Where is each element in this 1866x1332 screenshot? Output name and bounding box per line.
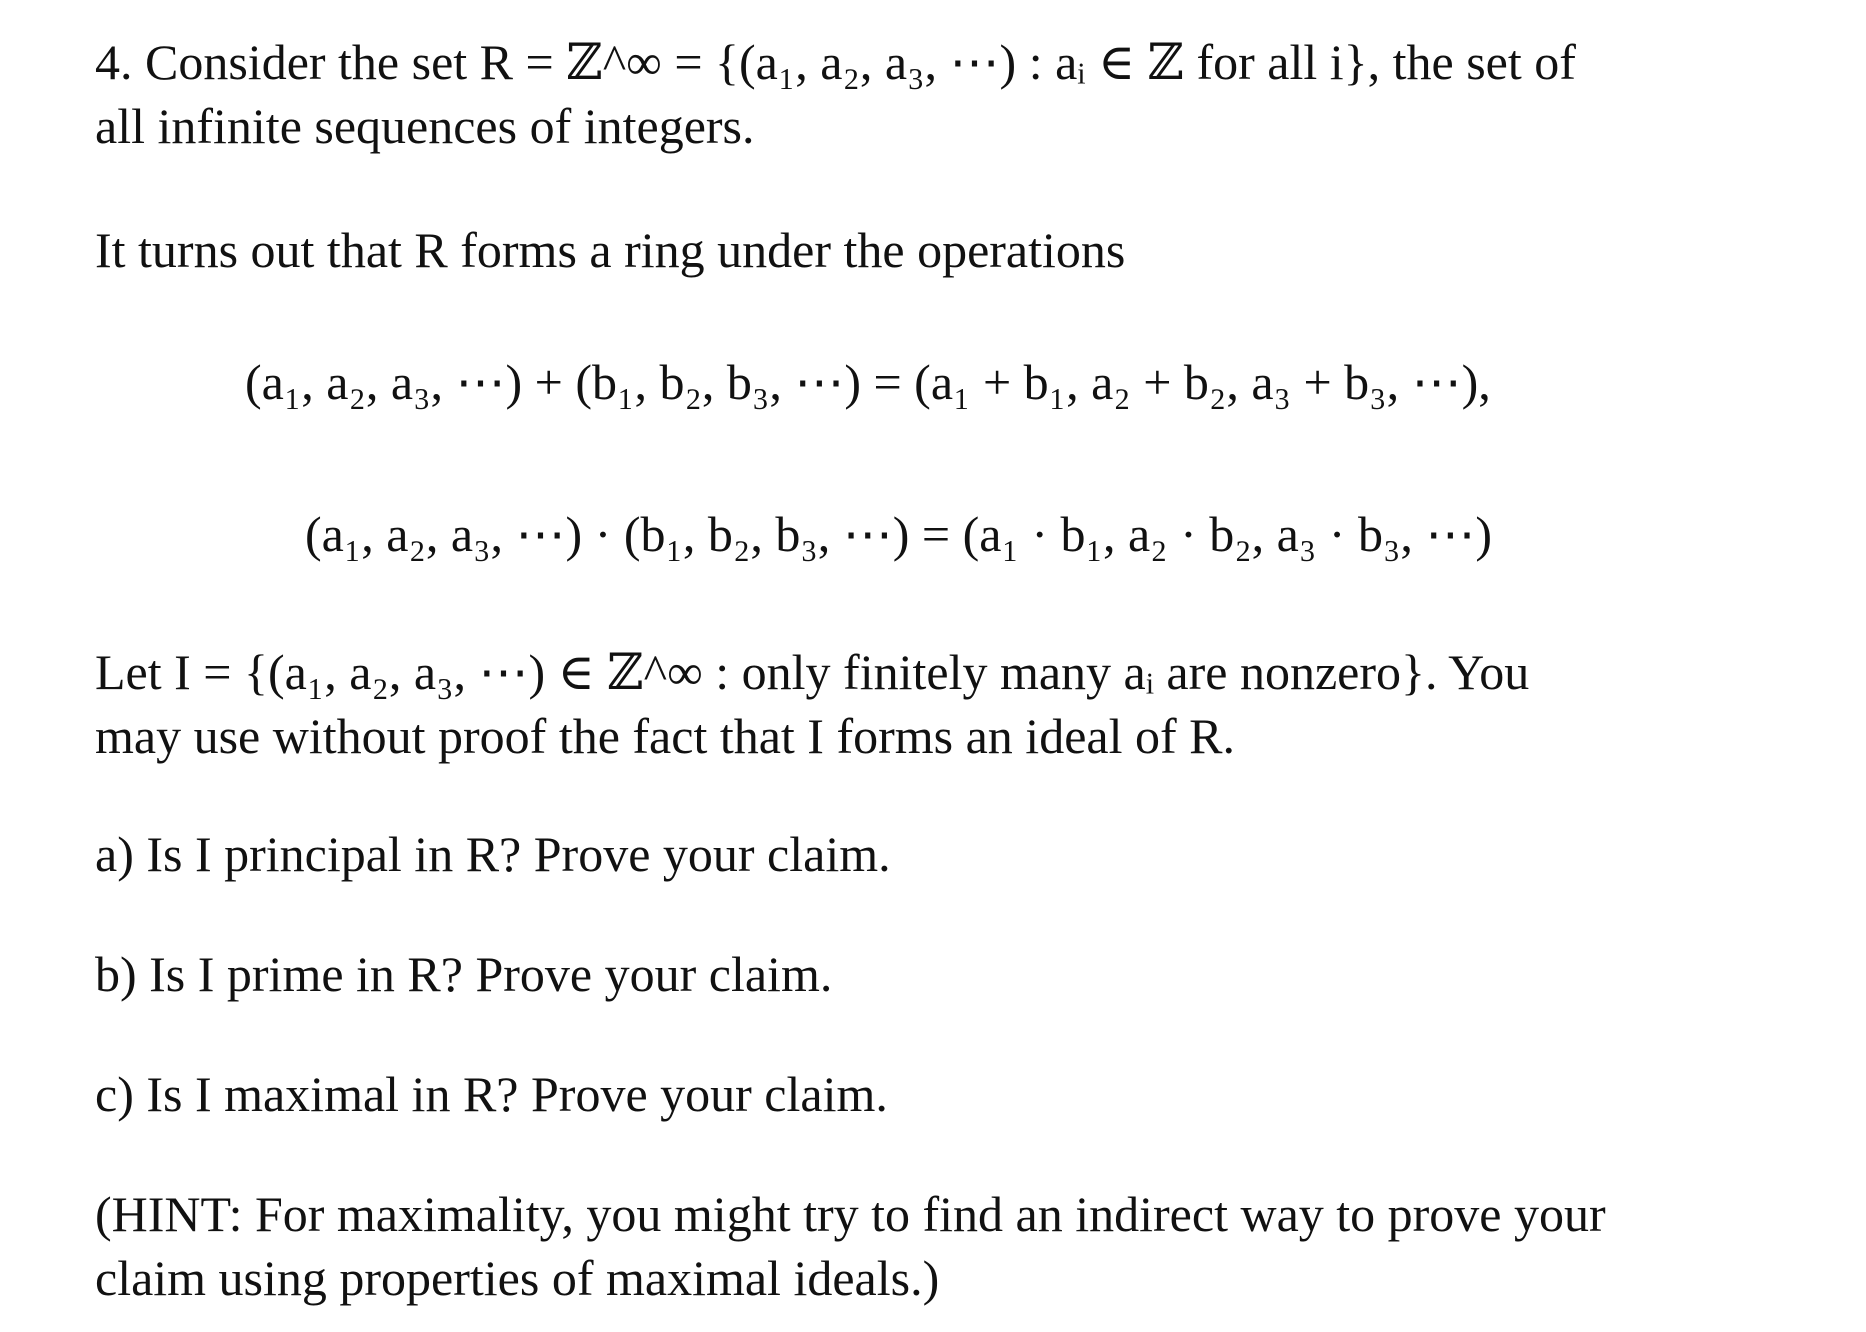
addition-rule: (a₁, a₂, a₃, ⋯) + (b₁, b₂, b₃, ⋯) = (a₁ + b₁, a₂ + b₂, a₃ + b₃, ⋯), <box>245 354 1491 410</box>
part-c: c) Is I maximal in R? Prove your claim. <box>95 1066 888 1122</box>
ideal-line-2: may use without proof the fact that I forms an ideal of R. <box>95 708 1235 764</box>
intro-line-1: 4. Consider the set R = ℤ^∞ = {(a₁, a₂, a₃, ⋯) : aᵢ ∈ ℤ for all i}, the set of <box>95 34 1576 90</box>
part-b: b) Is I prime in R? Prove your claim. <box>95 946 833 1002</box>
hint-paragraph <box>95 1182 1815 1310</box>
part-a: a) Is I principal in R? Prove your claim. <box>95 826 891 882</box>
intro-paragraph <box>95 30 1815 158</box>
hint-line-2: claim using properties of maximal ideals.) <box>95 1250 940 1306</box>
ideal-line-1: Let I = {(a₁, a₂, a₃, ⋯) ∈ ℤ^∞ : only finitely many aᵢ are nonzero}. You <box>95 644 1530 700</box>
ring-statement: It turns out that R forms a ring under the operations <box>95 222 1126 278</box>
intro-line-2: all infinite sequences of integers. <box>95 98 755 154</box>
hint-line-1: (HINT: For maximality, you might try to find an indirect way to prove your <box>95 1186 1606 1242</box>
ideal-paragraph <box>95 640 1815 768</box>
multiplication-rule: (a₁, a₂, a₃, ⋯) · (b₁, b₂, b₃, ⋯) = (a₁ · b₁, a₂ · b₂, a₃ · b₃, ⋯) <box>305 506 1493 562</box>
